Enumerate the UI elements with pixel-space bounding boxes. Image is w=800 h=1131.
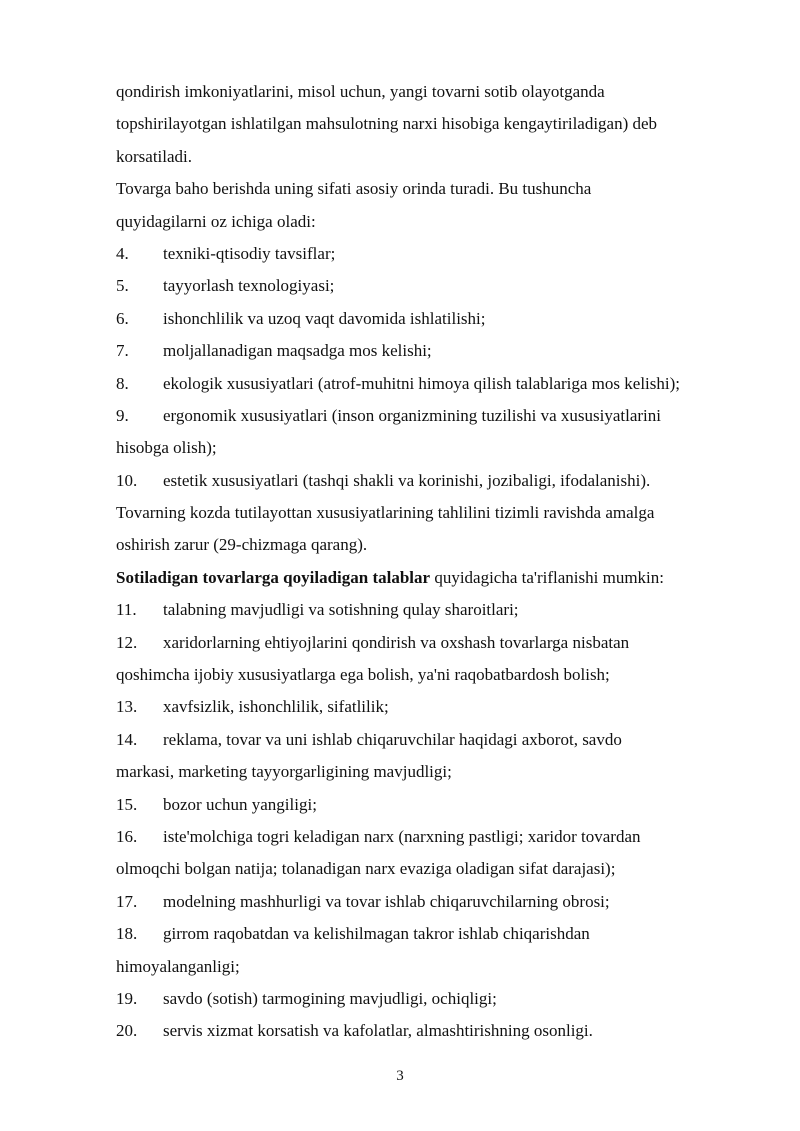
list-item: [116, 886, 746, 918]
list-item: [116, 238, 746, 270]
list-item: [116, 303, 746, 335]
list-text: modelning mashhurligi va tovar ishlab chiqaruvchilarning obrosi;: [163, 891, 610, 911]
list-item: [116, 1015, 746, 1047]
list-item: [116, 691, 746, 723]
list-number: 4.: [116, 243, 129, 263]
paragraph-line: [116, 562, 746, 594]
page-number: 3: [396, 1068, 404, 1084]
list-item: [116, 465, 746, 497]
list-item: [116, 789, 746, 821]
list-item: [116, 594, 746, 626]
list-item-continuation: olmoqchi bolgan natija; tolanadigan narx evaziga oladigan sifat darajasi);: [116, 859, 616, 879]
bold-term: Sotiladigan tovarlarga qoyiladigan talablar: [116, 567, 431, 587]
paragraph-text: quyidagicha ta'riflanishi mumkin:: [430, 567, 664, 587]
list-item: [116, 983, 746, 1015]
list-item: [116, 918, 746, 950]
list-text: talabning mavjudligi va sotishning qulay sharoitlari;: [163, 600, 519, 620]
list-number: 14.: [116, 729, 138, 749]
list-text: estetik xususiyatlari (tashqi shakli va korinishi, jozibaligi, ifodalanishi).: [163, 470, 651, 490]
paragraph-line: quyidagilarni oz ichiga oladi:: [116, 211, 316, 231]
list-number: 19.: [116, 988, 138, 1008]
list-item: [116, 400, 746, 432]
list-number: 15.: [116, 794, 138, 814]
list-number: 18.: [116, 924, 138, 944]
list-number: 13.: [116, 697, 138, 717]
list-text: xaridorlarning ehtiyojlarini qondirish va oxshash tovarlarga nisbatan: [163, 632, 630, 652]
list-text: xavfsizlik, ishonchlilik, sifatlilik;: [163, 697, 389, 717]
list-number: 17.: [116, 891, 138, 911]
list-item-continuation: markasi, marketing tayyorgarligining mavjudligi;: [116, 762, 452, 782]
list-number: 11.: [116, 600, 137, 620]
list-text: savdo (sotish) tarmogining mavjudligi, ochiqligi;: [163, 988, 497, 1008]
list-text: iste'molchiga togri keladigan narx (narxning pastligi; xaridor tovardan: [163, 826, 641, 846]
list-number: 10.: [116, 470, 138, 490]
paragraph-line: topshirilayotgan ishlatilgan mahsulotning narxi hisobiga kengaytiriladigan) deb: [116, 114, 658, 134]
list-number: 6.: [116, 308, 129, 328]
list-item-continuation: qoshimcha ijobiy xususiyatlarga ega bolish, ya'ni raqobatbardosh bolish;: [116, 665, 610, 685]
list-item: [116, 724, 746, 756]
paragraph-line: oshirish zarur (29-chizmaga qarang).: [116, 535, 368, 555]
list-item: [116, 270, 746, 302]
list-text: girrom raqobatdan va kelishilmagan takror ishlab chiqarishdan: [163, 924, 590, 944]
list-text: moljallanadigan maqsadga mos kelishi;: [163, 341, 432, 361]
list-text: ishonchlilik va uzoq vaqt davomida ishlatilishi;: [163, 308, 486, 328]
list-item: [116, 821, 746, 853]
list-text: tayyorlash texnologiyasi;: [163, 276, 335, 296]
list-item: [116, 368, 746, 400]
list-text: ergonomik xususiyatlari (inson organizmining tuzilishi va xususiyatlarini: [163, 405, 661, 425]
paragraph-line: korsatiladi.: [116, 146, 193, 166]
paragraph-line: qondirish imkoniyatlarini, misol uchun, yangi tovarni sotib olayotganda: [116, 82, 605, 101]
list-text: ekologik xususiyatlari (atrof-muhitni himoya qilish talablariga mos kelishi);: [163, 373, 680, 393]
list-number: 12.: [116, 632, 138, 652]
paragraph-line: Tovarning kozda tutilayottan xususiyatlarining tahlilini tizimli ravishda amalga: [116, 503, 655, 523]
page-body: [116, 76, 746, 1048]
list-text: bozor uchun yangiligi;: [163, 794, 317, 814]
list-text: reklama, tovar va uni ishlab chiqaruvchilar haqidagi axborot, savdo: [163, 729, 622, 749]
list-item-continuation: hisobga olish);: [116, 438, 217, 458]
list-number: 7.: [116, 341, 129, 361]
list-number: 5.: [116, 276, 129, 296]
list-item-continuation: himoyalanganligi;: [116, 956, 240, 976]
list-number: 8.: [116, 373, 129, 393]
paragraph-line: Tovarga baho berishda uning sifati asosiy orinda turadi. Bu tushuncha: [116, 179, 592, 199]
list-text: servis xizmat korsatish va kafolatlar, almashtirishning osonligi.: [163, 1021, 593, 1041]
list-item: [116, 335, 746, 367]
list-number: 16.: [116, 826, 138, 846]
list-item: [116, 627, 746, 659]
list-number: 9.: [116, 405, 129, 425]
list-number: 20.: [116, 1021, 138, 1041]
list-text: texniki-qtisodiy tavsiflar;: [163, 243, 336, 263]
